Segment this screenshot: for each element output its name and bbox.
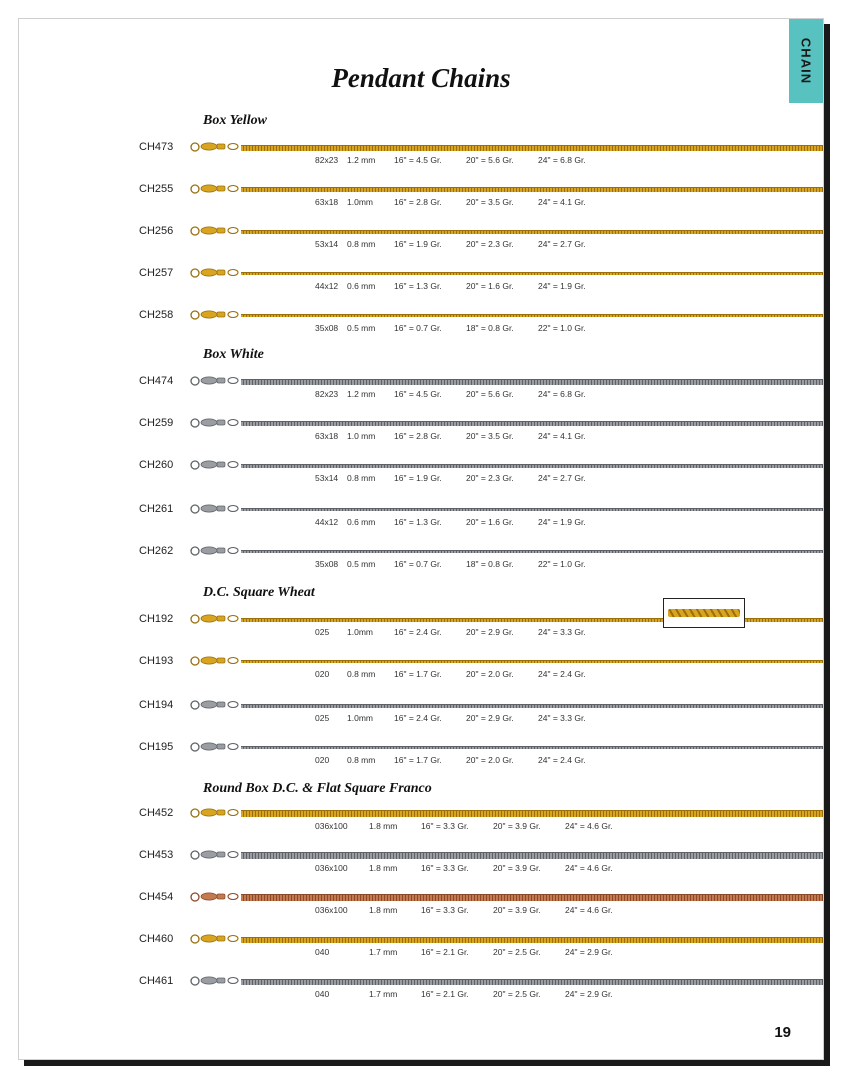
spec-value: 0.5 mm: [347, 323, 376, 333]
clasp-icon: [189, 610, 245, 626]
spec-value: 20" = 3.5 Gr.: [466, 431, 514, 441]
item-code: CH473: [139, 141, 174, 153]
spec-value: 16" = 1.9 Gr.: [394, 239, 442, 249]
spec-value: 1.8 mm: [369, 821, 398, 831]
spec-value: 18" = 0.8 Gr.: [466, 559, 514, 569]
clasp-icon: [189, 180, 245, 196]
item-code: CH255: [139, 183, 174, 195]
chain-row: [19, 699, 823, 739]
spec-value: 0.8 mm: [347, 755, 376, 765]
spec-value: 20" = 3.9 Gr.: [493, 821, 541, 831]
spec-value: 63x18: [315, 431, 339, 441]
spec-value: 16" = 3.3 Gr.: [421, 821, 469, 831]
item-code: CH262: [139, 545, 174, 557]
chain-image: [241, 464, 823, 468]
spec-value: 16" = 2.8 Gr.: [394, 197, 442, 207]
spec-value: 16" = 1.7 Gr.: [394, 669, 442, 679]
page-number: 19: [774, 1024, 791, 1041]
clasp-icon: [189, 264, 245, 280]
chain-image: [241, 704, 823, 708]
spec-value: 036x100: [315, 905, 348, 915]
spec-value: 24" = 2.7 Gr.: [538, 473, 586, 483]
chain-row: [19, 375, 823, 415]
spec-value: 0.8 mm: [347, 473, 376, 483]
spec-value: 16" = 4.5 Gr.: [394, 155, 442, 165]
spec-value: 1.7 mm: [369, 989, 398, 999]
page-title: Pendant Chains: [331, 63, 511, 93]
spec-value: 82x23: [315, 389, 339, 399]
clasp-icon: [189, 804, 245, 820]
chain-image: [241, 979, 823, 985]
chain-image: [241, 230, 823, 234]
spec-value: 24" = 2.7 Gr.: [538, 239, 586, 249]
chain-row: [19, 891, 823, 931]
spec-value: 020: [315, 669, 330, 679]
spec-value: 16" = 0.7 Gr.: [394, 559, 442, 569]
spec-value: 020: [315, 755, 330, 765]
spec-value: 24" = 2.9 Gr.: [565, 989, 613, 999]
spec-value: 44x12: [315, 517, 339, 527]
chain-image: [241, 379, 823, 385]
chain-detail-inset: [663, 598, 745, 628]
item-code: CH259: [139, 417, 174, 429]
spec-value: 16" = 2.1 Gr.: [421, 947, 469, 957]
chain-image: [241, 421, 823, 426]
chain-row: [19, 183, 823, 223]
spec-value: 24" = 2.4 Gr.: [538, 755, 586, 765]
spec-value: 16" = 1.7 Gr.: [394, 755, 442, 765]
item-code: CH258: [139, 309, 174, 321]
chain-image: [241, 852, 823, 859]
spec-value: 025: [315, 627, 330, 637]
section-heading: Box Yellow: [203, 113, 267, 128]
chain-image: [241, 894, 823, 901]
spec-value: 040: [315, 947, 330, 957]
spec-value: 0.6 mm: [347, 517, 376, 527]
clasp-icon: [189, 972, 245, 988]
chain-row: [19, 225, 823, 265]
spec-value: 20" = 2.3 Gr.: [466, 473, 514, 483]
chain-row: [19, 267, 823, 307]
spec-value: 0.8 mm: [347, 669, 376, 679]
spec-value: 35x08: [315, 559, 339, 569]
spec-value: 16" = 0.7 Gr.: [394, 323, 442, 333]
spec-value: 1.8 mm: [369, 863, 398, 873]
spec-value: 16" = 1.9 Gr.: [394, 473, 442, 483]
spec-value: 22" = 1.0 Gr.: [538, 559, 586, 569]
spec-value: 040: [315, 989, 330, 999]
item-code: CH454: [139, 891, 174, 903]
spec-value: 036x100: [315, 863, 348, 873]
item-code: CH192: [139, 613, 174, 625]
spec-value: 0.5 mm: [347, 559, 376, 569]
spec-value: 1.0mm: [347, 713, 373, 723]
spec-value: 1.0mm: [347, 627, 373, 637]
spec-value: 16" = 2.4 Gr.: [394, 713, 442, 723]
spec-value: 16" = 2.4 Gr.: [394, 627, 442, 637]
item-code: CH194: [139, 699, 174, 711]
item-code: CH474: [139, 375, 174, 387]
chain-image: [241, 187, 823, 192]
spec-value: 1.7 mm: [369, 947, 398, 957]
spec-value: 44x12: [315, 281, 339, 291]
chain-row: [19, 503, 823, 543]
clasp-icon: [189, 930, 245, 946]
chain-image: [241, 272, 823, 275]
item-code: CH460: [139, 933, 174, 945]
item-code: CH260: [139, 459, 174, 471]
chain-row: [19, 807, 823, 847]
spec-value: 20" = 5.6 Gr.: [466, 155, 514, 165]
item-code: CH193: [139, 655, 174, 667]
spec-value: 24" = 6.8 Gr.: [538, 389, 586, 399]
chain-row: [19, 741, 823, 781]
spec-value: 20" = 2.5 Gr.: [493, 947, 541, 957]
catalog-page: [18, 18, 824, 1060]
clasp-icon: [189, 542, 245, 558]
spec-value: 16" = 1.3 Gr.: [394, 517, 442, 527]
chain-row: [19, 975, 823, 1015]
spec-value: 53x14: [315, 473, 339, 483]
clasp-icon: [189, 456, 245, 472]
chain-image: [241, 145, 823, 151]
spec-value: 53x14: [315, 239, 339, 249]
spec-value: 0.6 mm: [347, 281, 376, 291]
clasp-icon: [189, 222, 245, 238]
spec-value: 24" = 1.9 Gr.: [538, 517, 586, 527]
item-code: CH461: [139, 975, 174, 987]
spec-value: 20" = 5.6 Gr.: [466, 389, 514, 399]
section-heading: Round Box D.C. & Flat Square Franco: [203, 781, 432, 796]
chain-image: [241, 508, 823, 511]
item-code: CH261: [139, 503, 174, 515]
spec-value: 1.2 mm: [347, 155, 376, 165]
item-code: CH453: [139, 849, 174, 861]
spec-value: 24" = 3.3 Gr.: [538, 627, 586, 637]
chain-image: [241, 660, 823, 663]
item-code: CH195: [139, 741, 174, 753]
spec-value: 20" = 3.5 Gr.: [466, 197, 514, 207]
spec-value: 24" = 4.6 Gr.: [565, 821, 613, 831]
spec-value: 20" = 2.0 Gr.: [466, 669, 514, 679]
spec-value: 16" = 2.1 Gr.: [421, 989, 469, 999]
spec-value: 1.2 mm: [347, 389, 376, 399]
spec-value: 16" = 2.8 Gr.: [394, 431, 442, 441]
spec-value: 35x08: [315, 323, 339, 333]
spec-value: 24" = 1.9 Gr.: [538, 281, 586, 291]
clasp-icon: [189, 652, 245, 668]
spec-value: 1.0 mm: [347, 431, 376, 441]
spec-value: 20" = 1.6 Gr.: [466, 517, 514, 527]
chain-row: [19, 933, 823, 973]
spec-value: 20" = 3.9 Gr.: [493, 905, 541, 915]
item-code: CH257: [139, 267, 174, 279]
chain-row: [19, 459, 823, 499]
spec-value: 16" = 3.3 Gr.: [421, 905, 469, 915]
clasp-icon: [189, 414, 245, 430]
chain-image: [241, 937, 823, 943]
clasp-icon: [189, 846, 245, 862]
spec-value: 24" = 4.1 Gr.: [538, 431, 586, 441]
section-heading: D.C. Square Wheat: [203, 585, 315, 600]
spec-value: 025: [315, 713, 330, 723]
spec-value: 20" = 2.9 Gr.: [466, 713, 514, 723]
spec-value: 20" = 2.9 Gr.: [466, 627, 514, 637]
spec-value: 16" = 4.5 Gr.: [394, 389, 442, 399]
spec-value: 24" = 3.3 Gr.: [538, 713, 586, 723]
spec-value: 63x18: [315, 197, 339, 207]
spec-value: 20" = 3.9 Gr.: [493, 863, 541, 873]
chain-row: [19, 849, 823, 889]
spec-value: 24" = 2.9 Gr.: [565, 947, 613, 957]
spec-value: 24" = 4.1 Gr.: [538, 197, 586, 207]
clasp-icon: [189, 306, 245, 322]
item-code: CH256: [139, 225, 174, 237]
spec-value: 24" = 4.6 Gr.: [565, 905, 613, 915]
spec-value: 20" = 2.3 Gr.: [466, 239, 514, 249]
spec-value: 20" = 2.5 Gr.: [493, 989, 541, 999]
chain-image: [241, 746, 823, 749]
section-heading: Box White: [203, 347, 264, 362]
spec-value: 036x100: [315, 821, 348, 831]
spec-value: 20" = 2.0 Gr.: [466, 755, 514, 765]
chain-row: [19, 309, 823, 349]
chain-row: [19, 141, 823, 181]
section-tab-label: CHAIN: [798, 37, 814, 85]
chain-row: [19, 545, 823, 585]
item-code: CH452: [139, 807, 174, 819]
clasp-icon: [189, 372, 245, 388]
chain-detail-image: [668, 609, 740, 617]
clasp-icon: [189, 696, 245, 712]
spec-value: 24" = 6.8 Gr.: [538, 155, 586, 165]
chain-row: [19, 655, 823, 695]
spec-value: 1.0mm: [347, 197, 373, 207]
spec-value: 1.8 mm: [369, 905, 398, 915]
chain-row: [19, 417, 823, 457]
spec-value: 0.8 mm: [347, 239, 376, 249]
spec-value: 24" = 4.6 Gr.: [565, 863, 613, 873]
spec-value: 82x23: [315, 155, 339, 165]
spec-value: 18" = 0.8 Gr.: [466, 323, 514, 333]
clasp-icon: [189, 500, 245, 516]
clasp-icon: [189, 738, 245, 754]
chain-image: [241, 550, 823, 553]
clasp-icon: [189, 138, 245, 154]
chain-image: [241, 314, 823, 317]
clasp-icon: [189, 888, 245, 904]
spec-value: 16" = 3.3 Gr.: [421, 863, 469, 873]
chain-image: [241, 810, 823, 817]
spec-value: 22" = 1.0 Gr.: [538, 323, 586, 333]
spec-value: 20" = 1.6 Gr.: [466, 281, 514, 291]
spec-value: 16" = 1.3 Gr.: [394, 281, 442, 291]
spec-value: 24" = 2.4 Gr.: [538, 669, 586, 679]
